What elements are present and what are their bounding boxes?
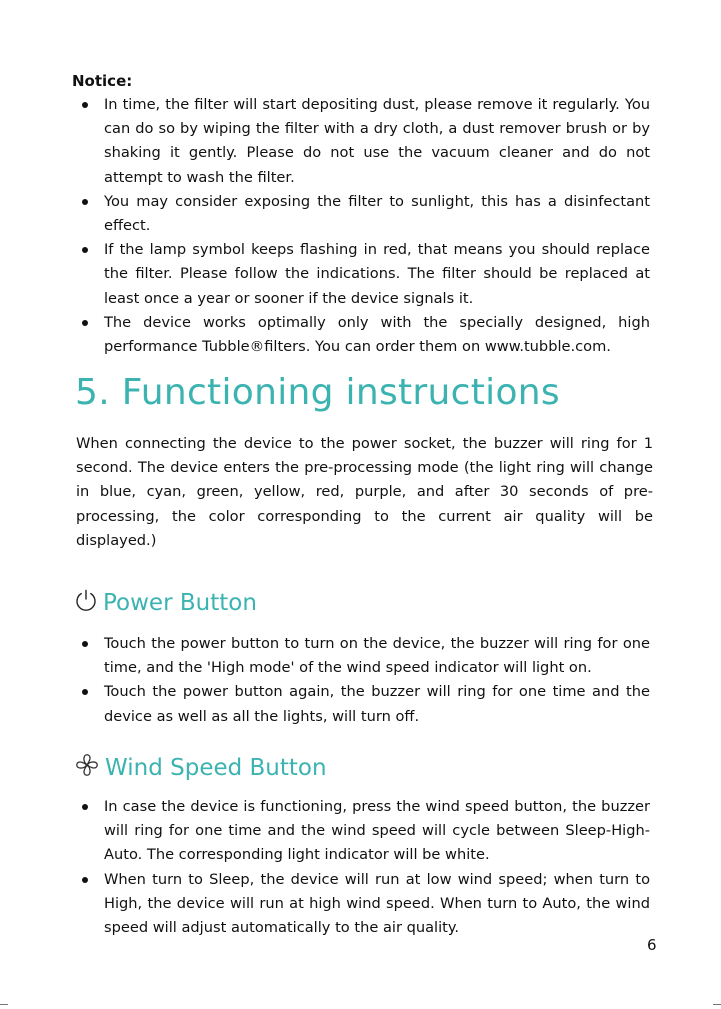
wind-item-1: In case the device is functioning, press the wind speed button, the buzzer will ring for one time and the wind speed will cycle between Sleep-High-Auto. The corresponding light indicator will be white. (78, 795, 650, 868)
notice-item-3: If the lamp symbol keeps flashing in red, that means you should replace the filter. Please follow the indications. The filter should be replaced at least once a year or sooner if the device signals it. (78, 238, 650, 311)
power-item-2: Touch the power button again, the buzzer will ring for one time and the device as well as all the lights, will turn off. (78, 680, 650, 728)
wind-heading-label: Wind Speed Button (105, 755, 327, 781)
wind-speed-heading (74, 752, 327, 784)
section-intro: When connecting the device to the power socket, the buzzer will ring for 1 second. The device enters the pre-processing mode (the light ring will change in blue, cyan, green, yellow, red, purple, and after 30 seconds of pre-processing, the color corresponding to the current air quality will be displayed.) (76, 435, 653, 549)
power-heading-label: Power Button (103, 590, 257, 616)
notice-item-4: The device works optimally only with the specially designed, high performance Tubble®filters. You can order them on www.tubble.com. (78, 311, 650, 359)
power-button-heading (74, 588, 257, 618)
crop-mark-left (0, 1004, 8, 1005)
power-icon (74, 588, 98, 618)
crop-mark-right (713, 1004, 721, 1005)
wind-item-2: When turn to Sleep, the device will run at low wind speed; when turn to High, the device will run at high wind speed. When turn to Auto, the wind speed will adjust automatically to the air quality. (78, 868, 650, 941)
page-number: 6 (647, 936, 657, 954)
notice-list (78, 93, 650, 359)
power-list (78, 632, 650, 729)
power-item-1: Touch the power button to turn on the device, the buzzer will ring for one time, and the 'High mode' of the wind speed indicator will light on. (78, 632, 650, 680)
notice-title: Notice: (72, 72, 133, 90)
fan-icon (74, 752, 100, 784)
notice-item-1: In time, the filter will start depositing dust, please remove it regularly. You can do so by wiping the filter with a dry cloth, a dust remover brush or by shaking it gently. Please do not use the vacuum cleaner and do not attempt to wash the filter. (78, 93, 650, 190)
wind-list (78, 795, 650, 940)
notice-item-2: You may consider exposing the filter to sunlight, this has a disinfectant effect. (78, 190, 650, 238)
section-heading: 5. Functioning instructions (75, 372, 560, 413)
